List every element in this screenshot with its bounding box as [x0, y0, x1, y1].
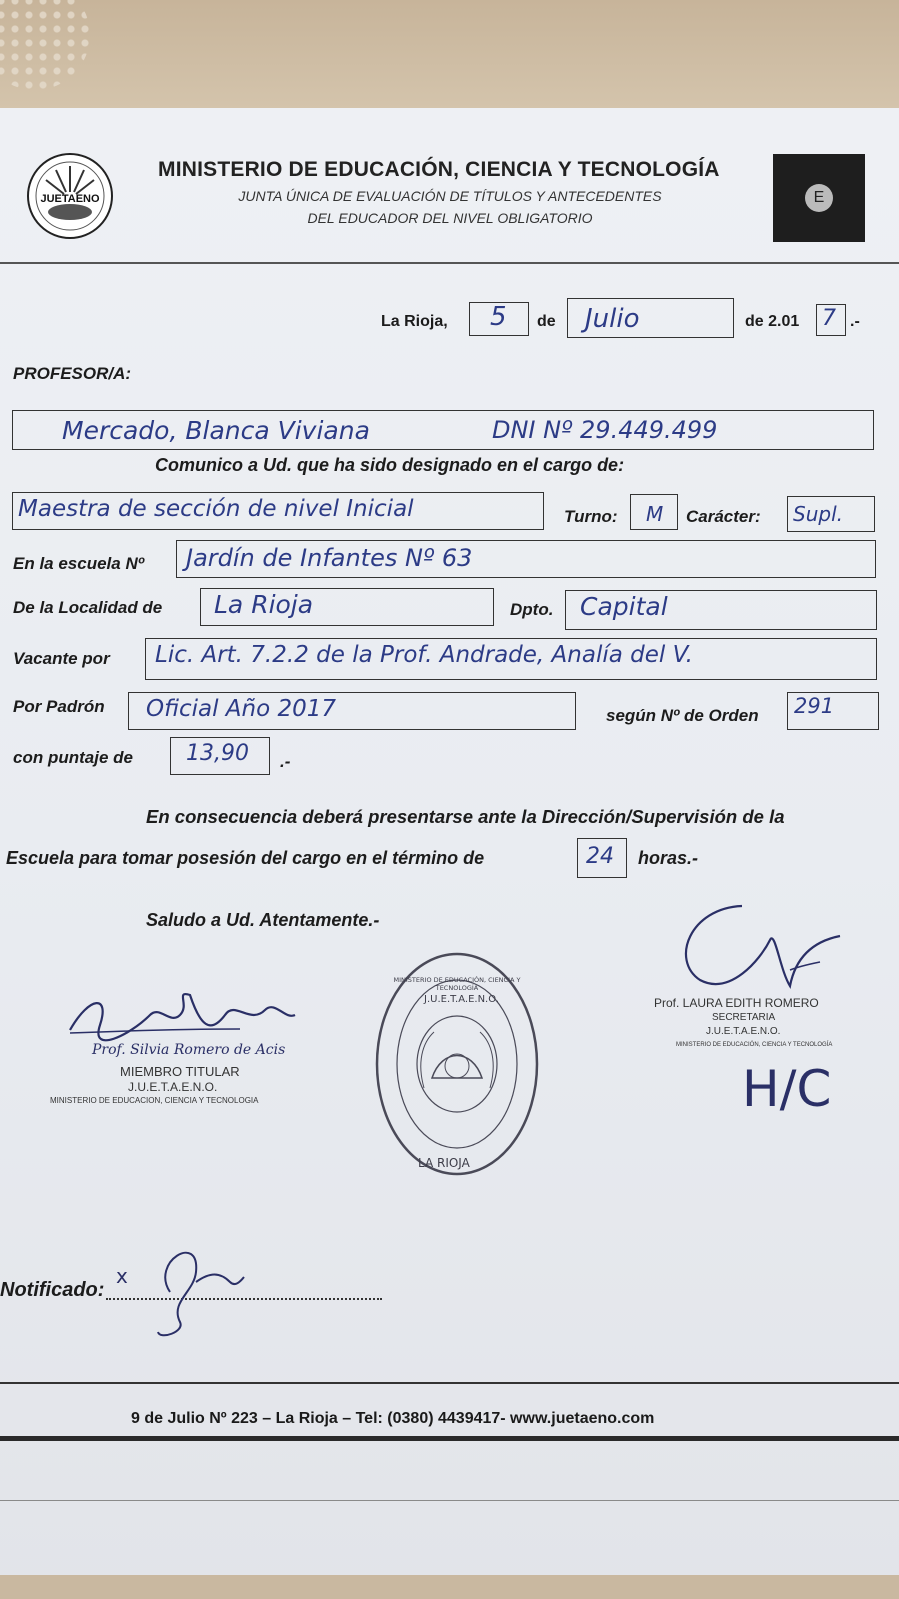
- horas-label: horas.-: [638, 848, 699, 868]
- notificado-mark: x: [116, 1264, 128, 1288]
- year-digit: 7: [822, 306, 836, 331]
- escuela-label: En la escuela Nº: [13, 554, 144, 573]
- escuela-value: Jardín de Infantes Nº 63: [186, 544, 473, 572]
- month-value: Julio: [585, 304, 640, 334]
- city-label: La Rioja,: [381, 313, 448, 330]
- profesor-dni: DNI Nº 29.449.499: [492, 416, 718, 444]
- date-end: .-: [850, 313, 860, 330]
- signature-left-scribble: [60, 985, 300, 1050]
- official-seal: [372, 948, 542, 1180]
- notificado-signature: [140, 1232, 250, 1347]
- orden-label: según Nº de Orden: [606, 706, 759, 725]
- cargo-value: Maestra de sección de nivel Inicial: [18, 496, 414, 522]
- signature-right-org: J.U.E.T.A.E.N.O.: [706, 1026, 781, 1037]
- day-value: 5: [490, 302, 507, 332]
- footer-divider-faint: [0, 1500, 899, 1501]
- localidad-label: De la Localidad de: [13, 598, 163, 617]
- footer-divider-top: [0, 1382, 899, 1384]
- badge-e-icon: E: [773, 154, 865, 242]
- puntaje-value: 13,90: [186, 741, 249, 766]
- puntaje-label: con puntaje de: [13, 748, 133, 767]
- intro-text: Comunico a Ud. que ha sido designado en el cargo de:: [155, 455, 625, 475]
- junta-subtitle-2: DEL EDUCADOR DEL NIVEL OBLIGATORIO: [307, 210, 593, 226]
- turno-label: Turno:: [564, 507, 618, 526]
- notificado-label: Notificado:: [0, 1279, 105, 1301]
- signature-right-initials: H/C: [742, 1060, 832, 1118]
- junta-subtitle: JUNTA ÚNICA DE EVALUACIÓN DE TÍTULOS Y ANTECEDENTES: [238, 188, 662, 204]
- juetaeno-logo: [26, 152, 114, 240]
- de-label: de: [537, 313, 556, 330]
- paragraph-line-1: En consecuencia deberá presentarse ante la Dirección/Supervisión de la: [146, 806, 785, 827]
- dpto-label: Dpto.: [510, 600, 554, 619]
- year-label: de 2.01: [745, 313, 800, 330]
- bottom-band: [0, 1575, 899, 1599]
- caracter-value: Supl.: [793, 502, 843, 526]
- saludo-text: Saludo a Ud. Atentamente.-: [146, 910, 380, 930]
- dpto-value: Capital: [580, 592, 668, 621]
- seal-outer-text: MINISTERIO DE EDUCACIÓN, CIENCIA Y TECNOLOGÍA: [393, 976, 521, 992]
- signature-right-ministry: MINISTERIO DE EDUCACIÓN, CIENCIA Y TECNOLOGÍA: [676, 1042, 833, 1048]
- footer-address: 9 de Julio Nº 223 – La Rioja – Tel: (0380) 4439417- www.juetaeno.com: [131, 1410, 655, 1427]
- seal-inner-text: J.U.E.T.A.E.N.O.: [424, 994, 499, 1005]
- footer-divider-bottom: [0, 1436, 899, 1441]
- profesor-name: Mercado, Blanca Viviana: [62, 416, 370, 445]
- vacante-label: Vacante por: [13, 649, 110, 668]
- turno-value: M: [646, 502, 664, 526]
- vacante-value: Lic. Art. 7.2.2 de la Prof. Andrade, Analía del V.: [155, 642, 693, 668]
- orden-value: 291: [794, 694, 835, 718]
- signature-right-role: SECRETARIA: [712, 1012, 776, 1023]
- signature-left-org: J.U.E.T.A.E.N.O.: [128, 1080, 218, 1094]
- logo-text: JUETAENO: [40, 193, 100, 205]
- puntaje-end: .-: [280, 752, 291, 771]
- horas-value: 24: [586, 844, 614, 869]
- seal-bottom: LA RIOJA: [418, 1156, 470, 1170]
- localidad-value: La Rioja: [214, 590, 314, 619]
- signature-left-ministry: MINISTERIO DE EDUCACION, CIENCIA Y TECNOLOGIA: [50, 1096, 259, 1105]
- ministry-title: MINISTERIO DE EDUCACIÓN, CIENCIA Y TECNOLOGÍA: [158, 158, 720, 181]
- signature-left-role: MIEMBRO TITULAR: [120, 1064, 240, 1079]
- caracter-label: Carácter:: [686, 507, 761, 526]
- signature-left-name: Prof. Silvia Romero de Acis: [92, 1042, 286, 1058]
- profesor-label: PROFESOR/A:: [13, 364, 132, 383]
- paragraph-line-2: Escuela para tomar posesión del cargo en el término de: [6, 848, 485, 868]
- signature-right-name: Prof. LAURA EDITH ROMERO: [654, 996, 819, 1010]
- padron-value: Oficial Año 2017: [146, 696, 337, 722]
- header-divider: [0, 262, 899, 264]
- padron-label: Por Padrón: [13, 697, 105, 716]
- background-table: [0, 0, 899, 110]
